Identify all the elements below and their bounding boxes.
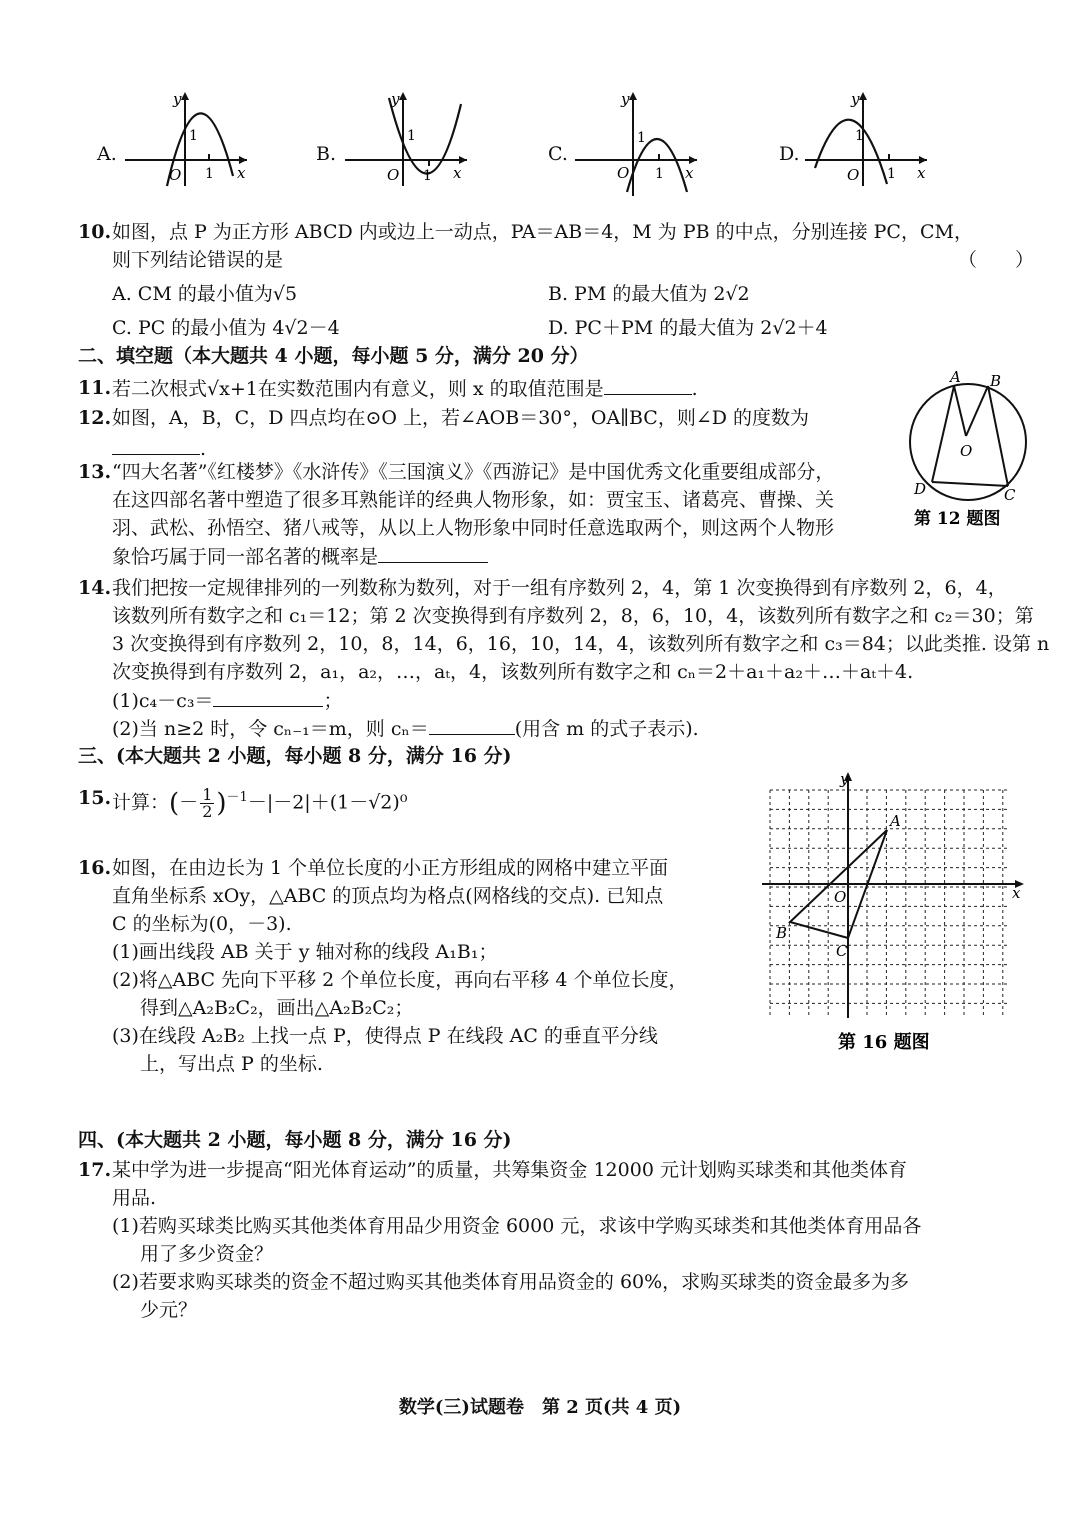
q10-answer-paren: （ ） (958, 249, 1035, 271)
q16-line1: 如图，在由边长为 1 个单位长度的小正方形组成的网格中建立平面 (112, 857, 669, 879)
q16-number: 16. (78, 857, 112, 879)
q17-line1: 某中学为进一步提高“阳光体育运动”的质量，共筹集资金 12000 元计划购买球类和其他类体育 (112, 1159, 907, 1181)
fig16-y-label: y (840, 770, 849, 788)
q16-line3: C 的坐标为(0，－3). (112, 913, 292, 935)
q12-number: 12. (78, 407, 112, 429)
q13-line4: 象恰巧属于同一部名著的概率是 (112, 546, 379, 568)
q16-part3a: (3)在线段 A₂B₂ 上找一点 P，使得点 P 在线段 AC 的垂直平分线 (112, 1025, 658, 1047)
option-b-graph (345, 88, 475, 188)
fig16-x-label: x (1012, 884, 1021, 902)
option-c-tick-x: 1 (655, 166, 664, 182)
q16-part3b: 上，写出点 P 的坐标. (140, 1053, 323, 1075)
section-2-heading: 二、填空题（本大题共 4 小题，每小题 5 分，满分 20 分） (78, 345, 589, 367)
option-d-graph (805, 88, 935, 188)
q14-part1-blank[interactable] (213, 686, 323, 707)
option-d-y-label: y (851, 90, 860, 108)
q10-number: 10. (78, 221, 112, 243)
q14-part1 (112, 686, 342, 715)
q16-part2b: 得到△A₂B₂C₂，画出△A₂B₂C₂； (140, 997, 414, 1019)
q10-option-b: B. PM 的最大值为 2√2 (548, 283, 750, 305)
q10-option-d: D. PC＋PM 的最大值为 2√2＋4 (548, 317, 828, 339)
q11-answer-blank[interactable] (604, 374, 692, 395)
q15-exponent: －1 (226, 790, 248, 805)
option-a-origin: O (169, 166, 182, 184)
option-d-origin: O (847, 166, 860, 184)
option-a-y-label: y (173, 90, 182, 108)
q14-part2-end: (用含 m 的式子表示). (514, 718, 699, 740)
figure-16 (760, 768, 1030, 1058)
q11-prompt: 若二次根式√x+1在实数范围内有意义，则 x 的取值范围是 (112, 378, 604, 400)
q17-part2a: (2)若要求购买球类的资金不超过购买其他类体育用品资金的 60%，求购买球类的资金最多为多 (112, 1271, 910, 1293)
figure-12 (902, 368, 1042, 538)
q15-expression: 计算：(－ $\frac{1}{2}$ )$^{-1}$－|－2|＋(1－√2)⁰ (112, 784, 408, 821)
q17-part2b: 少元？ (140, 1299, 198, 1321)
q15-prompt: 计算： (112, 791, 170, 814)
fig16-label-o: O (834, 888, 847, 906)
q13-line2: 在这四部名著中塑造了很多耳熟能详的经典人物形象，如：贾宝玉、诸葛亮、曹操、关 (112, 489, 835, 511)
q16-line2: 直角坐标系 xOy，△ABC 的顶点均为格点(网格线的交点). 已知点 (112, 885, 664, 907)
q10-line1: 如图，点 P 为正方形 ABCD 内或边上一动点，PA＝AB＝4，M 为 PB 的中点，分别连接 PC，CM， (112, 221, 973, 243)
q14-line1: 我们把按一定规律排列的一列数称为数列，对于一组有序数列 2，4，第 1 次变换得到有序数列 2，6，4， (112, 577, 1007, 599)
q11-number: 11. (78, 377, 112, 399)
q17-line2: 用品. (112, 1187, 157, 1209)
q10-option-a: A. CM 的最小值为√5 (112, 283, 298, 305)
option-c-tick-y: 1 (637, 130, 646, 146)
fig12-label-d: D (914, 480, 927, 498)
option-b-origin: O (387, 166, 400, 184)
option-b-y-label: y (391, 90, 400, 108)
q14-part2-prompt: (2)当 n≥2 时，令 cₙ₋₁＝m，则 cₙ＝ (112, 718, 429, 740)
option-d-tick-y: 1 (855, 128, 864, 144)
q14-part1-end: ； (323, 690, 343, 712)
option-a-letter: A. (97, 143, 117, 165)
q10-line2: 则下列结论错误的是 (112, 249, 284, 271)
option-d-x-label: x (917, 164, 926, 182)
q16-part1: (1)画出线段 AB 关于 y 轴对称的线段 A₁B₁； (112, 941, 498, 963)
option-b-tick-x: 1 (423, 168, 432, 184)
q12-text: 如图，A，B，C，D 四点均在⊙O 上，若∠AOB＝30°，OA∥BC，则∠D 的度数为 (112, 407, 810, 429)
option-a-graph (125, 88, 255, 188)
q12-period: . (200, 438, 207, 460)
q13-number: 13. (78, 461, 112, 483)
q17-number: 17. (78, 1159, 112, 1181)
q13-line3: 羽、武松、孙悟空、猪八戒等，从以上人物形象中同时任意选取两个，则这两个人物形 (112, 517, 835, 539)
option-c-origin: O (617, 164, 630, 182)
q17-part1a: (1)若购买球类比购买其他类体育用品少用资金 6000 元，求该中学购买球类和其他类体育用品各 (112, 1215, 922, 1237)
option-b-x-label: x (453, 164, 462, 182)
q14-part2 (112, 714, 699, 743)
q15-number: 15. (78, 787, 112, 809)
section-3-heading: 三、(本大题共 2 小题，每小题 8 分，满分 16 分) (78, 745, 512, 767)
option-a-x-label: x (237, 164, 246, 182)
q14-line4: 次变换得到有序数列 2，a₁，a₂，…，aₜ，4，该数列所有数字之和 cₙ＝2＋a₁＋a₂＋…＋aₜ＋4. (112, 661, 914, 683)
q14-line2: 该数列所有数字之和 c₁＝12；第 2 次变换得到有序数列 2，8，6，10，4，该数列所有数字之和 c₂＝30；第 (112, 605, 1034, 627)
q13-answer-blank[interactable] (378, 542, 488, 563)
option-a-tick-x: 1 (205, 166, 214, 182)
q14-number: 14. (78, 577, 112, 599)
option-c-x-label: x (685, 164, 694, 182)
q13-line1: “四大名著”《红楼梦》《水浒传》《三国演义》《西游记》是中国优秀文化重要组成部分， (112, 461, 835, 483)
fig12-label-b: B (990, 372, 1002, 390)
q17-part1b: 用了多少资金？ (140, 1243, 274, 1265)
q13-line4-wrap (112, 542, 488, 571)
fig12-caption: 第 12 题图 (914, 509, 1001, 529)
q15-fraction-den: 2 (202, 801, 213, 821)
option-c-letter: C. (548, 143, 568, 165)
fig16-label-b: B (776, 924, 788, 942)
q10-option-c: C. PC 的最小值为 4√2－4 (112, 317, 340, 339)
option-b-tick-y: 1 (407, 128, 416, 144)
section-4-heading: 四、(本大题共 2 小题，每小题 8 分，满分 16 分) (78, 1129, 512, 1151)
option-b-letter: B. (316, 143, 337, 165)
fig16-label-a: A (890, 812, 901, 830)
fig16-label-c: C (836, 942, 848, 960)
option-c-y-label: y (621, 90, 630, 108)
fig16-caption: 第 16 题图 (838, 1032, 930, 1053)
option-d-tick-x: 1 (887, 166, 896, 182)
q12-answer-blank[interactable] (112, 434, 200, 455)
fig12-label-o: O (960, 442, 973, 460)
fig12-label-a: A (950, 368, 961, 386)
q14-part2-blank[interactable] (429, 714, 515, 735)
option-d-letter: D. (779, 143, 800, 165)
q14-line3: 3 次变换得到有序数列 2，10，8，14，6，16，10，14，4，该数列所有数字之和 c₃＝84；以此类推. 设第 n (112, 633, 1050, 655)
q11-period: . (691, 378, 698, 400)
q16-part2a: (2)将△ABC 先向下平移 2 个单位长度，再向右平移 4 个单位长度， (112, 969, 688, 991)
page-footer: 数学(三)试题卷 第 2 页(共 4 页) (398, 1397, 682, 1418)
q15-rest: －|－2|＋(1－√2)⁰ (247, 791, 408, 814)
option-a-tick-y: 1 (189, 128, 198, 144)
option-c-graph (575, 88, 705, 198)
q15-fraction-num: 1 (202, 784, 213, 804)
q11-text (112, 374, 698, 403)
q14-part1-prompt: (1)c₄－c₃＝ (112, 690, 214, 712)
fig12-label-c: C (1004, 486, 1016, 504)
